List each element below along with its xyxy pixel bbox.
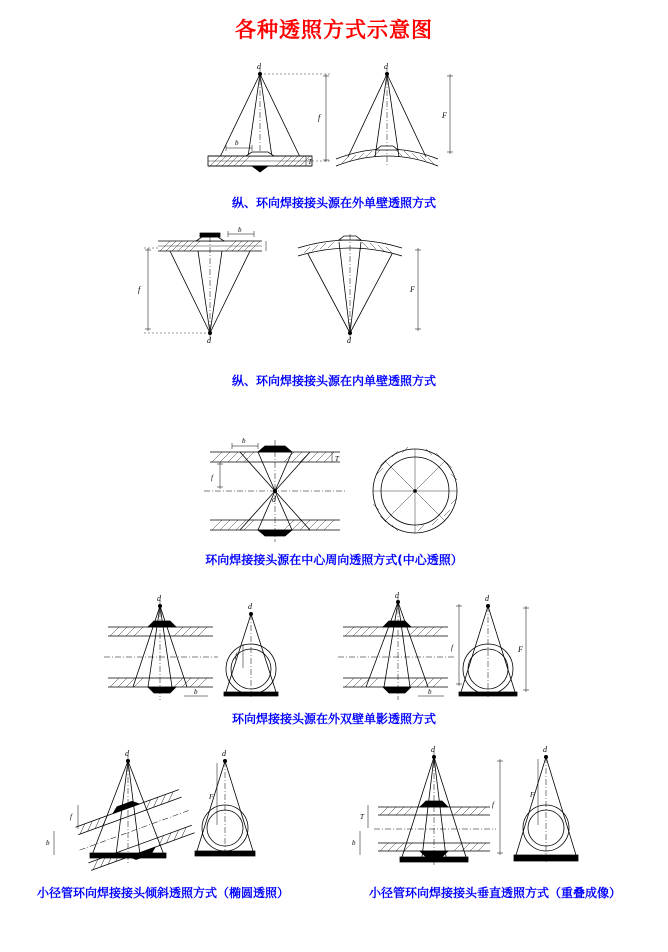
caption-figure-3: 环向焊接接头源在中心周向透照方式(中心透照） <box>205 553 463 567</box>
figure-6 <box>350 745 610 875</box>
label-dim-T: T <box>335 455 339 463</box>
label-dim-T: T <box>308 158 312 166</box>
label-dim-F: F <box>518 645 523 654</box>
label-source-c: d <box>395 591 399 600</box>
figure-5 <box>40 745 290 875</box>
label-source-b: d <box>222 749 226 758</box>
label-source: d <box>272 495 276 504</box>
label-dim-f: f <box>70 813 72 821</box>
label-dim-f-a: f <box>235 652 237 660</box>
page-title: 各种透照方式示意图 <box>235 18 433 42</box>
label-source-b: d <box>248 602 252 611</box>
figure-4 <box>88 592 588 710</box>
caption-figure-6: 小径管环向焊接接头垂直透照方式（重叠成像） <box>368 886 621 900</box>
label-dim-F: F <box>410 285 415 294</box>
caption-figure-2: 纵、环向焊接接头源在内单壁透照方式 <box>231 374 436 388</box>
label-dim-f: f <box>138 285 141 294</box>
label-dim-b: b <box>238 226 242 234</box>
caption-figure-1: 纵、环向焊接接头源在外单壁透照方式 <box>231 196 436 210</box>
label-dim-b: b <box>352 839 356 847</box>
label-dim-f-b: f <box>451 644 453 652</box>
label-dim-F: F <box>530 791 535 799</box>
label-dim-T: T <box>360 813 364 821</box>
label-dim-F: F <box>209 793 214 801</box>
label-dim-b: b <box>242 437 246 445</box>
label-source-b: d <box>543 745 547 754</box>
label-source-a: d <box>431 745 435 754</box>
figure-1 <box>180 62 480 182</box>
label-dim-b-a: b <box>194 688 198 696</box>
caption-figure-4: 环向焊接接头源在外双壁单影透照方式 <box>231 712 436 726</box>
label-dim-f: f <box>492 801 494 809</box>
label-dim-f: f <box>211 474 213 482</box>
caption-figure-5: 小径管环向焊接接头倾斜透照方式（椭圆透照） <box>36 886 289 900</box>
label-dim-F: F <box>442 111 447 120</box>
label-dim-b: b <box>235 139 239 147</box>
label-source-left: d <box>207 336 211 345</box>
label-source-d: d <box>485 594 489 603</box>
label-source-right: d <box>384 62 388 71</box>
label-dim-f: f <box>318 113 321 122</box>
label-dim-b: b <box>46 839 50 847</box>
label-source-a: d <box>125 749 129 758</box>
figure-2 <box>130 228 450 348</box>
label-source-a: d <box>157 594 161 603</box>
figure-3 <box>180 432 480 547</box>
label-source-left: d <box>257 62 261 71</box>
label-source-right: d <box>347 336 351 345</box>
label-dim-b-b: b <box>428 688 432 696</box>
